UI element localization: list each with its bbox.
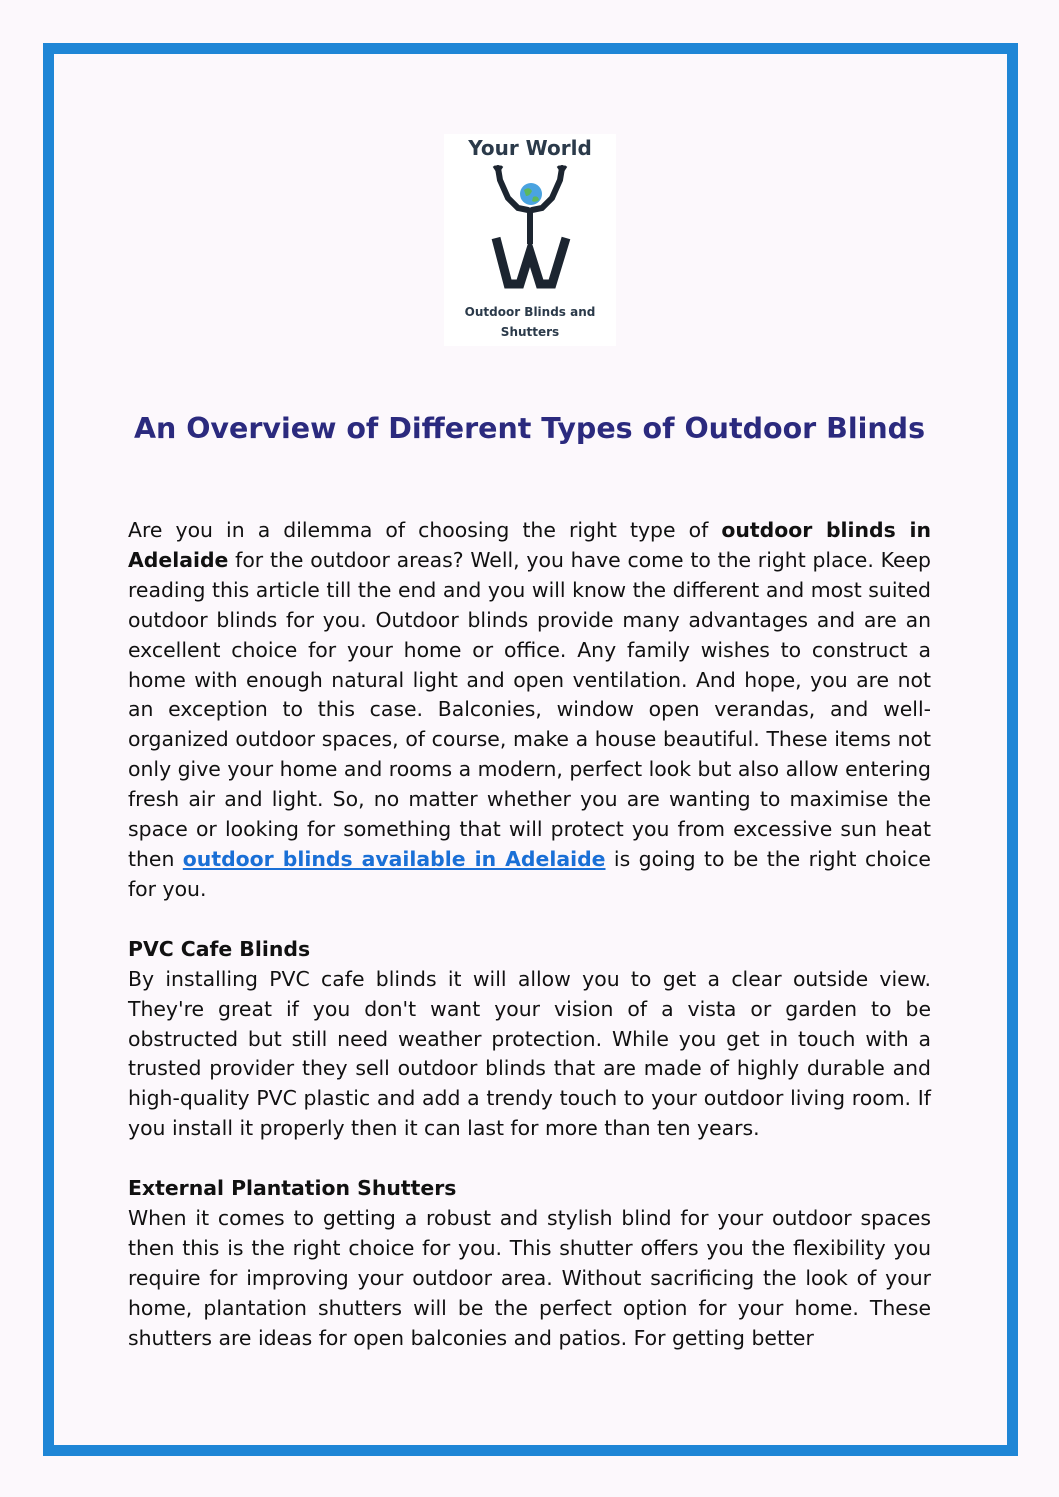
section-heading-shutters: External Plantation Shutters [128,1176,457,1201]
intro-paragraph [128,516,931,905]
article-body [128,516,931,1354]
section-heading-pvc: PVC Cafe Blinds [128,936,311,961]
intro-text-1: Are you in a dilemma of choosing the right type of [128,518,722,542]
page-title: An Overview of Different Types of Outdoor Blinds [133,412,926,445]
section-body-pvc: By installing PVC cafe blinds it will allow you to get a clear outside view. They're great if you don't want your vision of a vista or garden to be obstructed but still need weather protection. While you get in touch with a trusted provider they sell outdoor blinds that are made of highly durable and high-quality PVC plastic and add a trendy touch to your outdoor living room. If you install it properly then it can last for more than ten years. [128,966,931,1141]
logo-top-text: Your World [468,136,592,160]
intro-text-3: is going to be the right choice for you. [128,846,931,901]
outdoor-blinds-link[interactable]: outdoor blinds available in Adelaide [182,846,606,871]
logo-bottom-text: Outdoor Blinds and Shutters [464,305,596,339]
company-logo [444,134,616,346]
intro-text-2: for the outdoor areas? Well, you have come to the right place. Keep reading this article till the end and you will know the different and most suited outdoor blinds for you. Outdoor blinds provide many advantages and are an excellent choice for your home or office. Any family wishes to construct a home with enough natural light and open ventilation. And hope, you are not an exception to this case. Balconies, window open verandas, and well-organized outdoor spaces, of course, make a house beautiful. These items not only give your home and rooms a modern, perfect look but also allow entering fresh air and light. So, no matter whether you are wanting to maximise the space or looking for something that will protect you from excessive sun heat then [128,547,932,871]
section-body-shutters: When it comes to getting a robust and stylish blind for your outdoor spaces then this is the right choice for you. This shutter offers you the flexibility you require for improving your outdoor area. Without sacrificing the look of your home, plantation shutters will be the perfect option for your home. These shutters are ideas for open balconies and patios. For getting better [128,1206,931,1350]
intro-bold-keyword: outdoor blinds in Adelaide [128,518,931,572]
